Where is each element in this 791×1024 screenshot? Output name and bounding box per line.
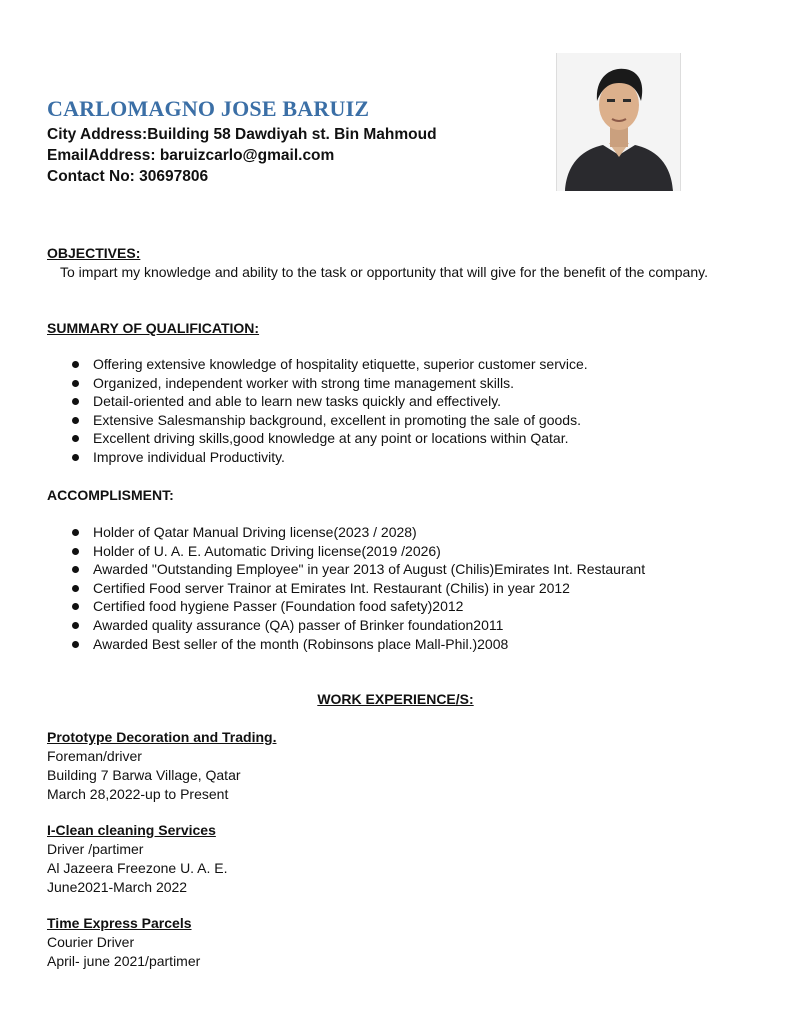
job-role: Driver /partimer bbox=[47, 841, 144, 857]
list-item: Awarded Best seller of the month (Robinsons place Mall-Phil.)2008 bbox=[47, 635, 645, 654]
company-name: Prototype Decoration and Trading. bbox=[47, 729, 277, 745]
job-entry bbox=[47, 914, 200, 971]
objectives-text: To impart my knowledge and ability to the task or opportunity that will give for the benefit of the company. bbox=[60, 264, 708, 280]
email-address: EmailAddress: baruizcarlo@gmail.com bbox=[47, 147, 335, 164]
list-item: Excellent driving skills,good knowledge at any point or locations within Qatar. bbox=[47, 429, 588, 448]
candidate-name: CARLOMAGNO JOSE BARUIZ bbox=[47, 96, 370, 121]
job-entry bbox=[47, 821, 228, 897]
list-item: Certified Food server Trainor at Emirates Int. Restaurant (Chilis) in year 2012 bbox=[47, 579, 645, 598]
city-address: City Address:Building 58 Dawdiyah st. Bin Mahmoud bbox=[47, 126, 437, 143]
job-location: Al Jazeera Freezone U. A. E. bbox=[47, 860, 228, 876]
list-item: Offering extensive knowledge of hospitality etiquette, superior customer service. bbox=[47, 355, 588, 374]
person-portrait-icon bbox=[557, 53, 680, 191]
company-name: Time Express Parcels bbox=[47, 915, 192, 931]
job-entry bbox=[47, 728, 276, 804]
company-name: I-Clean cleaning Services bbox=[47, 822, 216, 838]
list-item: Extensive Salesmanship background, excellent in promoting the sale of goods. bbox=[47, 411, 588, 430]
list-item: Improve individual Productivity. bbox=[47, 448, 588, 467]
accomplishment-heading: ACCOMPLISMENT: bbox=[47, 487, 174, 503]
job-role: Courier Driver bbox=[47, 934, 135, 950]
summary-heading: SUMMARY OF QUALIFICATION: bbox=[47, 320, 260, 336]
list-item: Certified food hygiene Passer (Foundation food safety)2012 bbox=[47, 597, 645, 616]
contact-number: Contact No: 30697806 bbox=[47, 168, 209, 185]
list-item: Holder of U. A. E. Automatic Driving license(2019 /2026) bbox=[47, 542, 645, 561]
job-dates: March 28,2022-up to Present bbox=[47, 786, 229, 802]
job-role: Foreman/driver bbox=[47, 748, 142, 764]
list-item: Holder of Qatar Manual Driving license(2023 / 2028) bbox=[47, 523, 645, 542]
job-location: Building 7 Barwa Village, Qatar bbox=[47, 767, 241, 783]
job-dates: April- june 2021/partimer bbox=[47, 953, 201, 969]
job-dates: June2021-March 2022 bbox=[47, 879, 188, 895]
accomplishment-list bbox=[47, 523, 645, 653]
list-item: Awarded "Outstanding Employee" in year 2013 of August (Chilis)Emirates Int. Restaurant bbox=[47, 560, 645, 579]
list-item: Detail-oriented and able to learn new tasks quickly and effectively. bbox=[47, 392, 588, 411]
profile-photo bbox=[556, 53, 681, 191]
summary-list bbox=[47, 355, 588, 467]
list-item: Organized, independent worker with strong time management skills. bbox=[47, 374, 588, 393]
contact-block bbox=[47, 124, 437, 187]
list-item: Awarded quality assurance (QA) passer of Brinker foundation2011 bbox=[47, 616, 645, 635]
work-experience-heading: WORK EXPERIENCE/S: bbox=[317, 691, 474, 707]
objectives-heading: OBJECTIVES: bbox=[47, 245, 141, 261]
